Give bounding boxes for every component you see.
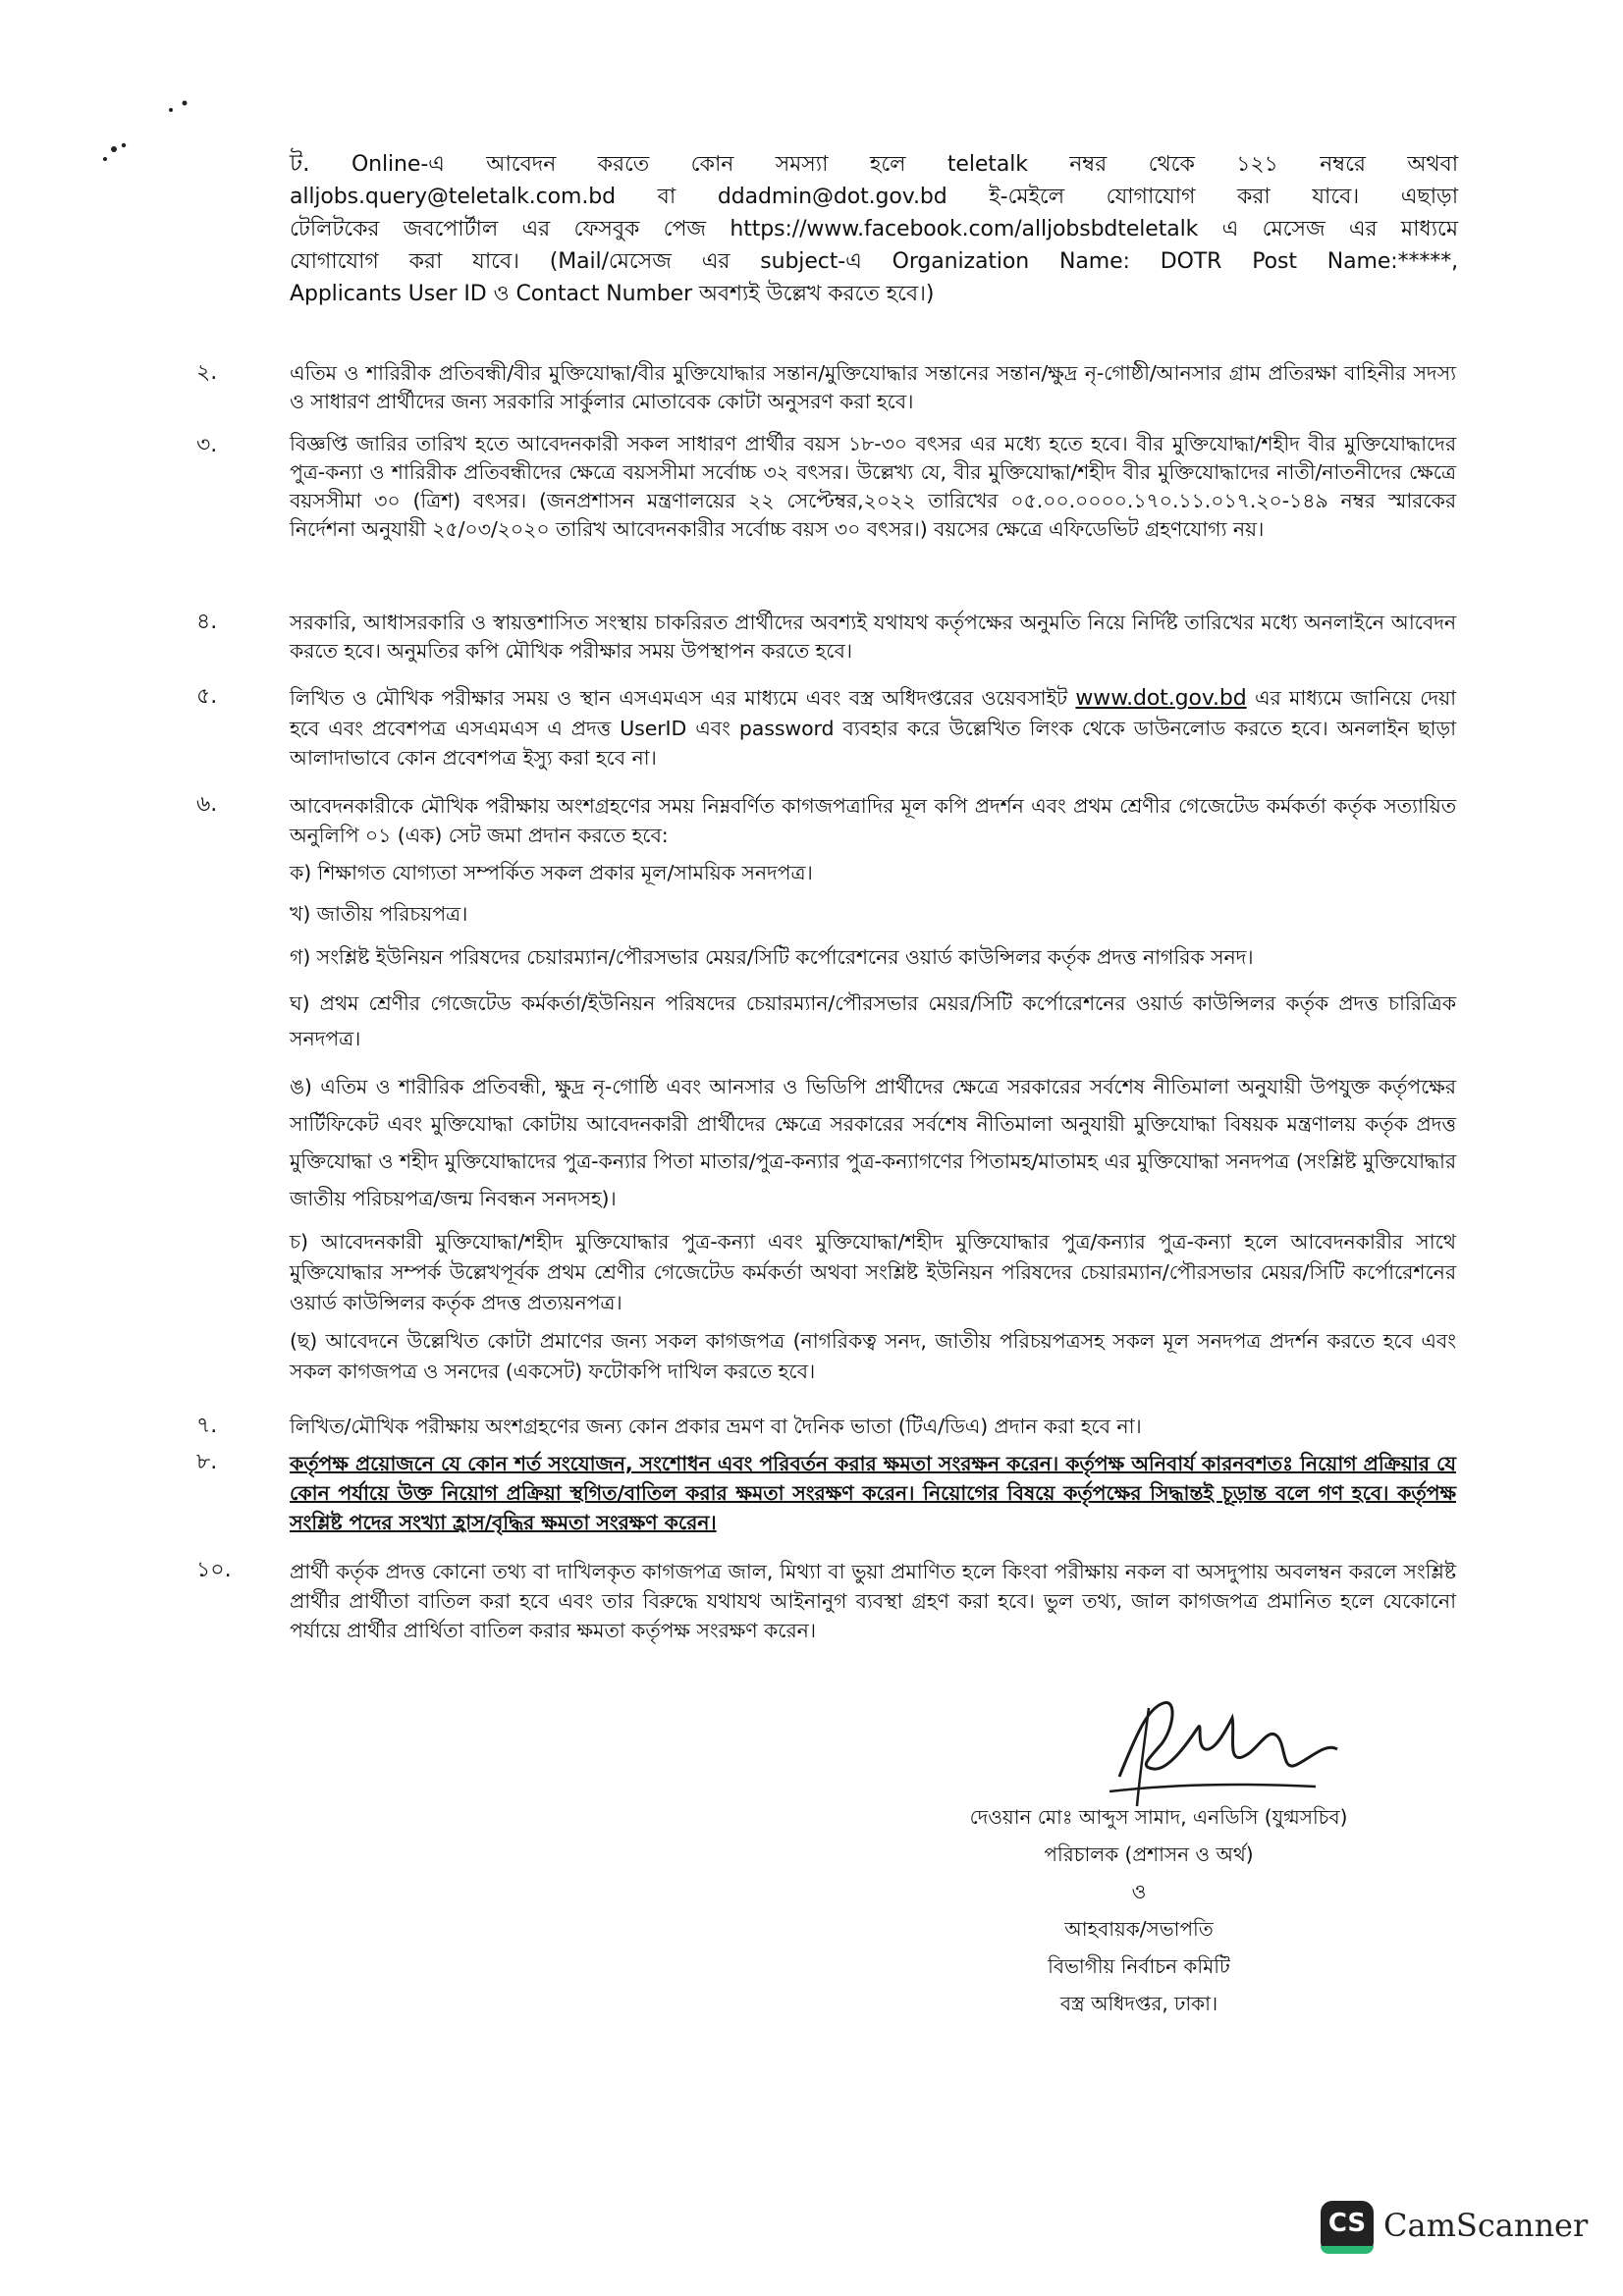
item-5-text-before: লিখিত ও মৌখিক পরীক্ষার সময় ও স্থান এসএমএস এর মাধ্যমে এবং বস্ত্র অধিদপ্তরের ওয়েবসাইট (290, 686, 1076, 710)
item-6-sub-ga: গ) সংশ্লিষ্ট ইউনিয়ন পরিষদের চেয়ারম্যান/পৌরসভার মেয়র/সিটি কর্পোরেশনের ওয়ার্ড কাউন্সিলর কর্তৃক প্রদত্ত নাগরিক সনদ। (290, 945, 1254, 969)
item-number: ২. (196, 360, 218, 385)
item-number: ৬. (196, 792, 218, 817)
item-t-line-5: Applicants User ID ও Contact Number অবশ্যই উল্লেখ করতে হবে।) (290, 282, 935, 306)
item-8-text: কর্তৃপক্ষ প্রয়োজনে যে কোন শর্ত সংযোজন, সংশোধন এবং পরিবর্তন করার ক্ষমতা সংরক্ষন করেন। কর্তৃপক্ষ অনিবার্য কারনবশতঃ নিয়োগ প্রক্রিয়ার যে কোন পর্যায়ে উক্ত নিয়োগ প্রক্রিয়া স্থগিত/বাতিল করার ক্ষমতা সংরক্ষণ করেন। নিয়োগের বিষয়ে কর্তৃপক্ষের সিদ্ধান্তই চূড়ান্ত বলে গণ হবে। কর্তৃপক্ষ সংশ্লিষ্ট পদের সংখ্যা হ্রাস/বৃদ্ধির ক্ষমতা সংরক্ষণ করেন। (290, 1452, 1456, 1534)
signatory-office: বস্ত্র অধিদপ্তর, ঢাকা। (1059, 1992, 1218, 2015)
signatory-conjunction: ও (1131, 1880, 1147, 1903)
item-number: ৭. (196, 1414, 218, 1438)
item-6-sub-kha: খ) জাতীয় পরিচয়পত্র। (290, 902, 468, 926)
item-6-body (290, 791, 1456, 1387)
signatory-name: দেওয়ান মোঃ আব্দুস সামাদ, এনডিসি (যুগ্মসচিব) (969, 1805, 1348, 1829)
camscanner-text: CamScanner (1383, 2207, 1589, 2244)
item-number: ৫. (196, 684, 218, 709)
signature-lines (884, 1798, 1434, 2022)
item-number: ৪. (196, 610, 218, 634)
item-6-sub-ka: ক) শিক্ষাগত যোগ্যতা সম্পর্কিত সকল প্রকার মূল/সাময়িক সনদপত্র। (290, 861, 813, 884)
item-4-text: সরকারি, আধাসরকারি ও স্বায়ত্তশাসিত সংস্থায় চাকরিরত প্রার্থীদের অবশ্যই যথাযথ কর্তৃপক্ষের অনুমতি নিয়ে নির্দিষ্ট তারিখের মধ্যে অনলাইনে আবেদন করতে হবে। অনুমতির কপি মৌখিক পরীক্ষার সময় উপস্থাপন করতে হবে। (290, 611, 1456, 663)
camscanner-watermark (1321, 2201, 1623, 2260)
item-5-text (290, 683, 1456, 773)
signatory-title: পরিচালক (প্রশাসন ও অর্থ) (1044, 1842, 1254, 1866)
item-10-text: প্রার্থী কর্তৃক প্রদত্ত কোনো তথ্য বা দাখিলকৃত কাগজপত্র জাল, মিথ্যা বা ভুয়া প্রমাণিত হলে কিংবা পরীক্ষায় নকল বা অসদুপায় অবলম্বন করলে সংশ্লিষ্ট প্রার্থীর প্রার্থীতা বাতিল করা হবে এবং তার বিরুদ্ধে যথাযথ আইনানুগ ব্যবস্থা গ্রহণ করা হবে। ভুল তথ্য, জাল কাগজপত্র প্রমানিত হলে যেকোনো পর্যায়ে প্রার্থীর প্রার্থিতা বাতিল করার ক্ষমতা কর্তৃপক্ষ সংরক্ষণ করেন। (290, 1560, 1456, 1642)
item-3-text: বিজ্ঞপ্তি জারির তারিখ হতে আবেদনকারী সকল সাধারণ প্রার্থীর বয়স ১৮-৩০ বৎসর এর মধ্যে হতে হবে। বীর মুক্তিযোদ্ধা/শহীদ বীর মুক্তিযোদ্ধাদের পুত্র-কন্যা ও শারিরীক প্রতিবন্ধীদের ক্ষেত্রে বয়সসীমা সর্বোচ্চ ৩২ বৎসর। উল্লেখ্য যে, বীর মুক্তিযোদ্ধা/শহীদ বীর মুক্তিযোদ্ধাদের নাতী/নাতনীদের ক্ষেত্রে বয়সসীমা ৩০ (ত্রিশ) বৎসর। (জনপ্রশাসন মন্ত্রণালয়ের ২২ সেপ্টেম্বর,২০২২ তারিখের ০৫.০০.০০০০.১৭০.১১.০১৭.২০-১৪৯ নম্বর স্মারকের নির্দেশনা অনুযায়ী ২৫/০৩/২০২০ তারিখ আবেদনকারীর সর্বোচ্চ বয়স ৩০ বৎসর।) বয়সের ক্ষেত্রে এফিডেভিট গ্রহণযোগ্য নয়। (290, 432, 1456, 541)
item-t-line-3[interactable]: টেলিটকের জবপোর্টাল এর ফেসবুক পেজ https://www.facebook.com/alljobsbdteletalk এ মেসেজ এর মাধ্যমে (290, 217, 1458, 241)
item-6-intro: আবেদনকারীকে মৌখিক পরীক্ষায় অংশগ্রহণের সময় নিম্নবর্ণিত কাগজপত্রাদির মূল কপি প্রদর্শন এবং প্রথম শ্রেণীর গেজেটেড কর্মকর্তা কর্তৃক সত্যায়িত অনুলিপি ০১ (এক) সেট জমা প্রদান করতে হবে: (290, 794, 1456, 847)
item-6-sub-cha: চ) আবেদনকারী মুক্তিযোদ্ধা/শহীদ মুক্তিযোদ্ধার পুত্র-কন্যা এবং মুক্তিযোদ্ধা/শহীদ মুক্তিযোদ্ধার পুত্র/কন্যার পুত্র-কন্যা হলে আবেদনকারীর সাথে মুক্তিযোদ্ধার সম্পর্ক উল্লেখপূর্বক প্রথম শ্রেণীর গেজেটেড কর্মকর্তা অথবা সংশ্লিষ্ট ইউনিয়ন পরিষদের চেয়ারম্যান/পৌরসভার মেয়র/সিটি কর্পোরেশনের ওয়ার্ড কাউন্সিলর কর্তৃক প্রদত্ত প্রত্যয়নপত্র। (290, 1230, 1456, 1314)
item-2-text: এতিম ও শারিরীক প্রতিবন্ধী/বীর মুক্তিযোদ্ধা/বীর মুক্তিযোদ্ধার সন্তান/মুক্তিযোদ্ধার সন্তানের সন্তান/ক্ষুদ্র নৃ-গোষ্ঠী/আনসার গ্রাম প্রতিরক্ষা বাহিনীর সদস্য ও সাধারণ প্রার্থীদের জন্য সরকারি সার্কুলার মোতাবেক কোটা অনুসরণ করা হবে। (290, 361, 1456, 413)
camscanner-logo-icon (1321, 2201, 1374, 2254)
item-t-line-4: যোগাযোগ করা যাবে। (Mail/মেসেজ এর subject-এ Organization Name: DOTR Post Name:*****, (290, 249, 1458, 274)
item-7-text: লিখিত/মৌখিক পরীক্ষায় অংশগ্রহণের জন্য কোন প্রকার ভ্রমণ বা দৈনিক ভাতা (টিএ/ডিএ) প্রদান করা হবে না। (290, 1415, 1142, 1438)
handwritten-signature (1080, 1688, 1375, 1816)
dot-website-link[interactable]: www.dot.gov.bd (1075, 686, 1247, 711)
item-number: ৮. (196, 1450, 218, 1474)
item-t-body (290, 147, 1458, 310)
item-number: ৩. (196, 433, 218, 457)
signatory-role: আহবায়ক/সভাপতি (1064, 1917, 1214, 1941)
item-number: ১০. (196, 1558, 232, 1582)
item-6-sub-gha: ঘ) প্রথম শ্রেণীর গেজেটেড কর্মকর্তা/ইউনিয়ন পরিষদের চেয়ারম্যান/পৌরসভার মেয়র/সিটি কর্পোরেশনের ওয়ার্ড কাউন্সিলর কর্তৃক প্রদত্ত চারিত্রিক সনদপত্র। (290, 991, 1456, 1050)
camscanner-badge-text: CS (1327, 2209, 1367, 2238)
item-t-line-2[interactable]: alljobs.query@teletalk.com.bd বা ddadmin@dot.gov.bd ই-মেইলে যোগাযোগ করা যাবে। এছাড়া (290, 185, 1458, 209)
item-t-line-1-text: Online-এ আবেদন করতে কোন সমস্যা হলে teletalk নম্বর থেকে ১২১ নম্বরে অথবা (351, 152, 1458, 177)
signatory-committee: বিভাগীয় নির্বাচন কমিটি (1048, 1954, 1230, 1978)
item-5-text-after: এর মাধ্যমে জানিয়ে দেয়া হবে এবং প্রবেশপত্র এসএমএস এ প্রদত্ত UserID এবং password ব্যবহার করে উল্লেখিত লিংক থেকে ডাউনলোড করতে হবে। অনলাইন ছাড়া আলাদাভাবে কোন প্রবেশপত্র ইস্যু করা হবে না। (290, 686, 1456, 770)
scan-specks (98, 88, 216, 167)
item-6-sub-umo: ঙ) এতিম ও শারীরিক প্রতিবন্ধী, ক্ষুদ্র নৃ-গোষ্ঠি এবং আনসার ও ভিডিপি প্রার্থীদের ক্ষেত্রে সরকারের সর্বশেষ নীতিমালা অনুযায়ী উপযুক্ত কর্তৃপক্ষের সার্টিফিকেট এবং মুক্তিযোদ্ধা কোটায় আবেদনকারী প্রার্থীদের ক্ষেত্রে সরকারের সর্বশেষ নীতিমালা অনুযায়ী মুক্তিযোদ্ধা বিষয়ক মন্ত্রণালয় কর্তৃক প্রদত্ত মুক্তিযোদ্ধা ও শহীদ মুক্তিযোদ্ধাদের পুত্র-কন্যার পিতা মাতার/পুত্র-কন্যার পুত্র-কন্যাগণের পিতামহ/মাতামহ এর মুক্তিযোদ্ধা সনদপত্র (সংশ্লিষ্ট মুক্তিযোদ্ধার জাতীয় পরিচয়পত্র/জন্ম নিবন্ধন সনদসহ)। (290, 1075, 1456, 1210)
item-number: ট. (290, 149, 310, 177)
item-t-line-1 (290, 147, 1458, 181)
item-6-sub-chha: (ছ) আবেদনে উল্লেখিত কোটা প্রমাণের জন্য সকল কাগজপত্র (নাগরিকত্ব সনদ, জাতীয় পরিচয়পত্রসহ সকল মূল সনদপত্র প্রদর্শন করতে হবে এবং সকল কাগজপত্র ও সনদের (একসেট) ফটোকপি দাখিল করতে হবে। (290, 1329, 1456, 1383)
